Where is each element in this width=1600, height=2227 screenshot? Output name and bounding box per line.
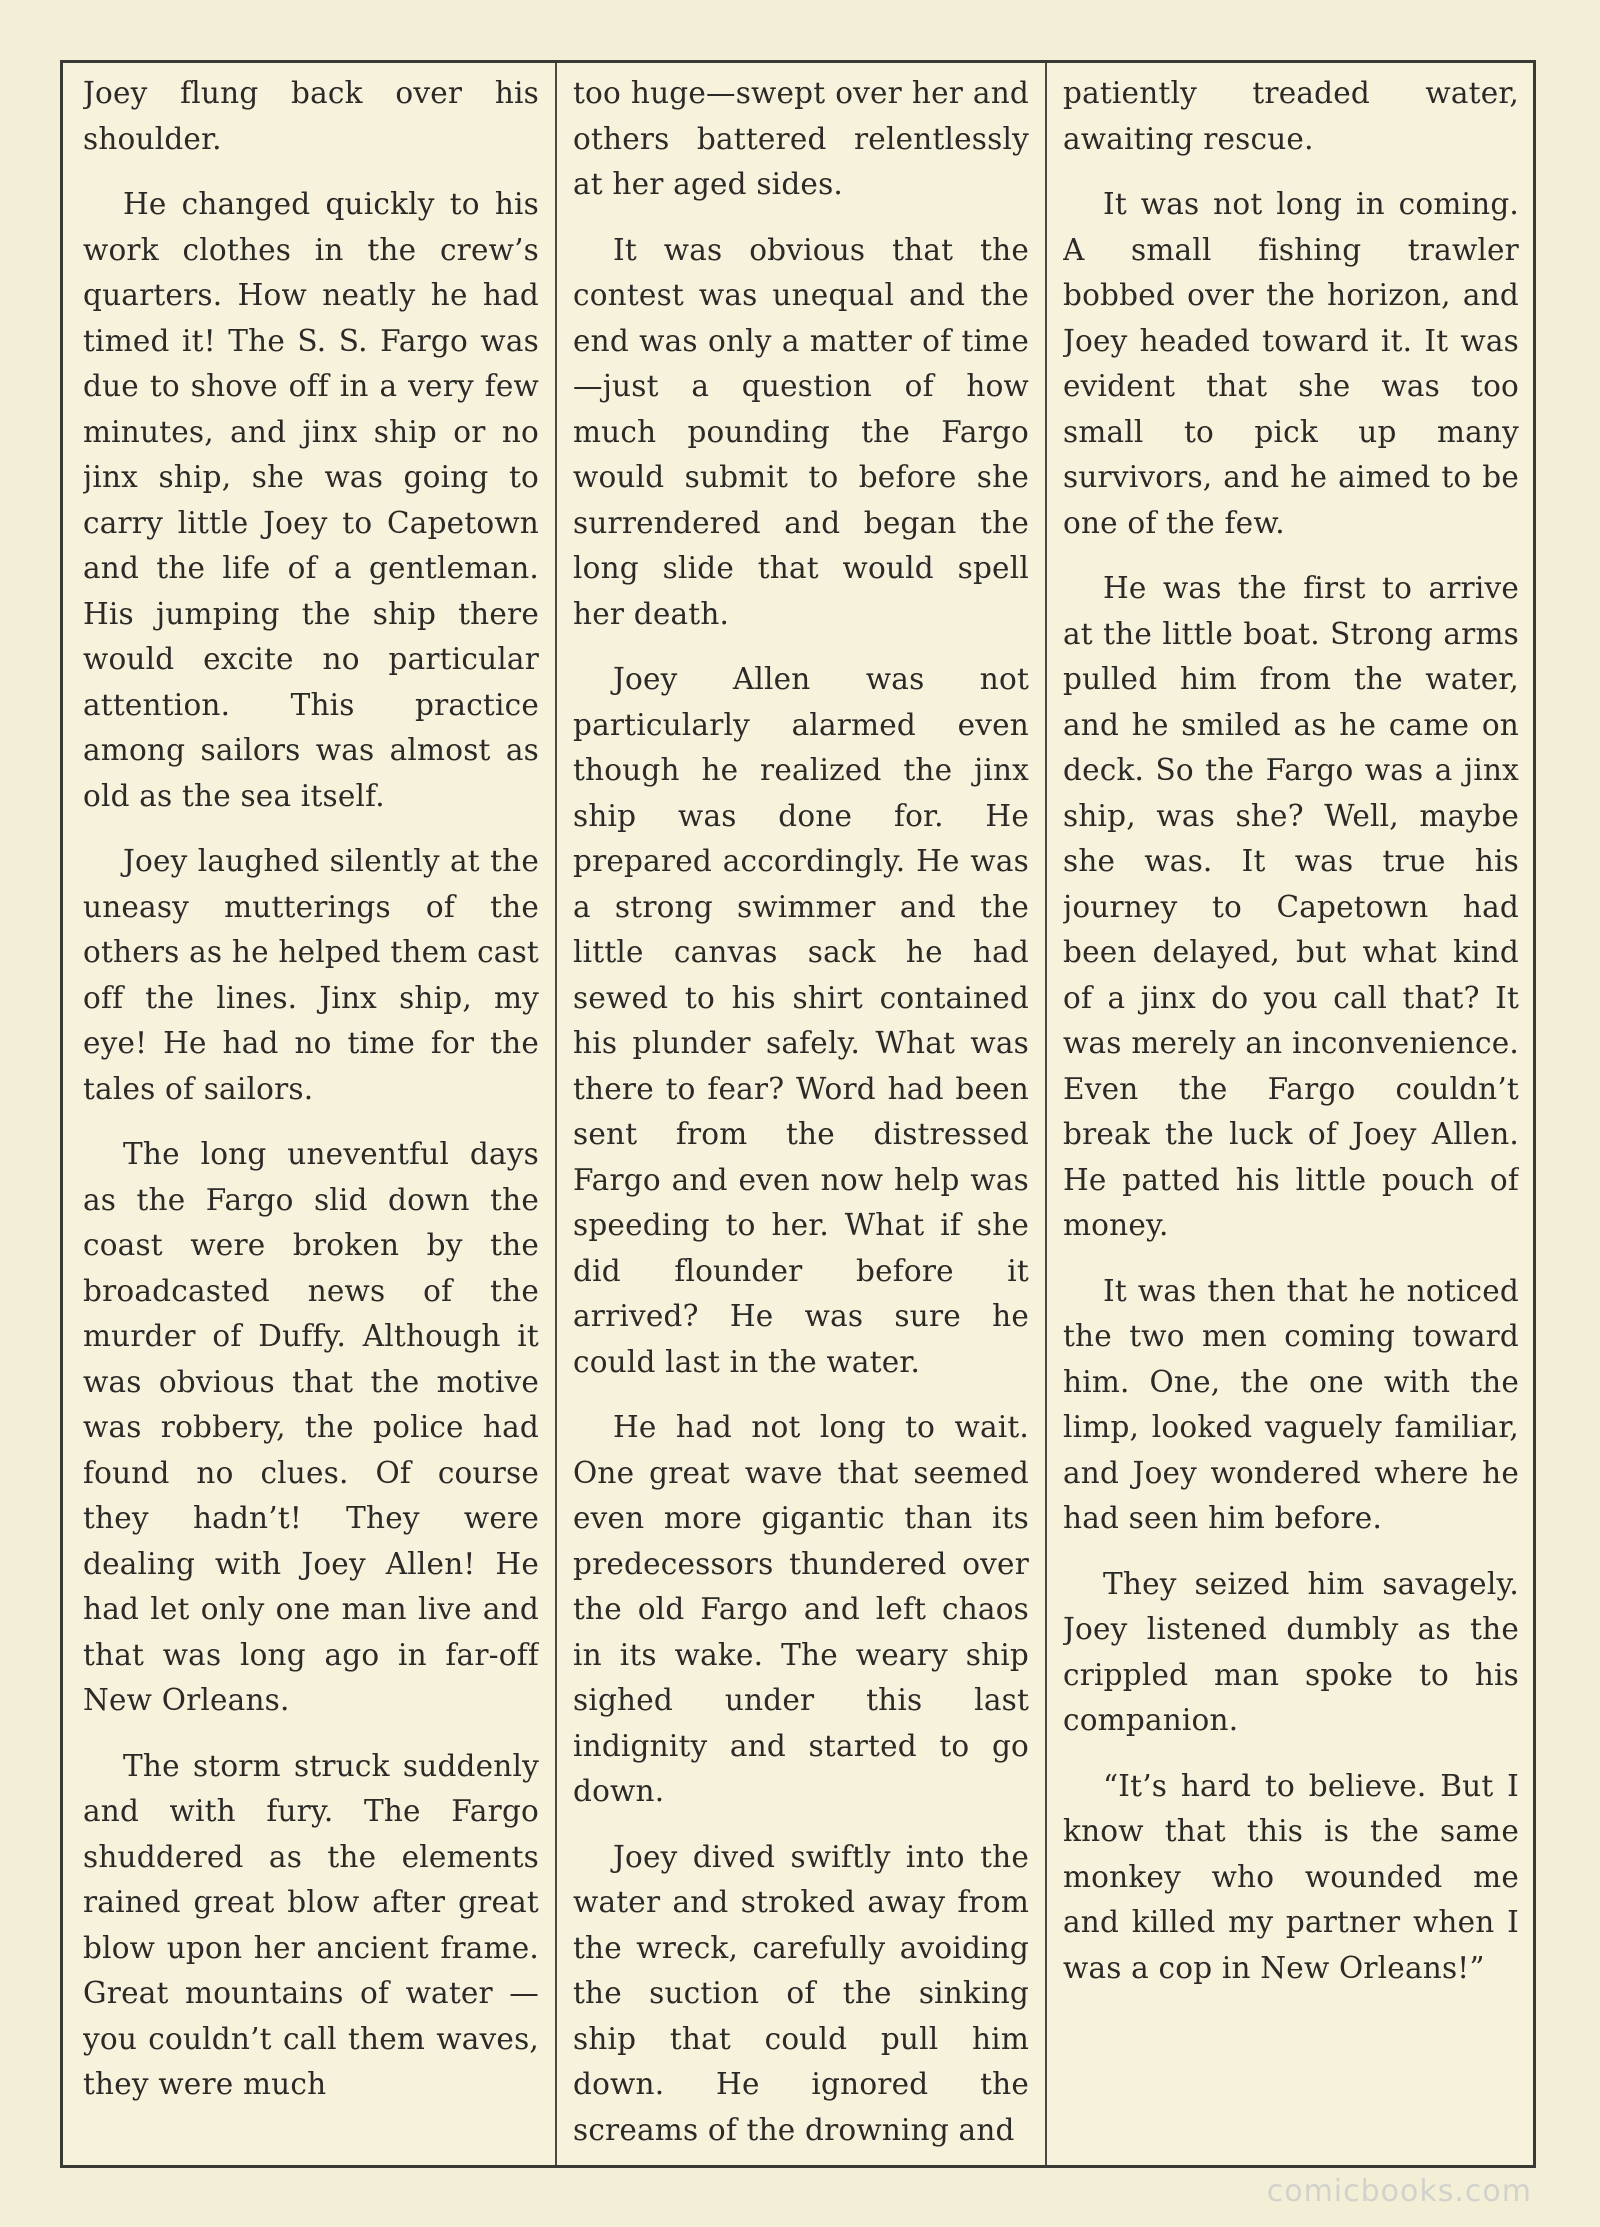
paragraph: Joey flung back over his shoulder.: [83, 76, 539, 156]
text-page-frame: [60, 60, 1536, 2168]
column-divider: [1045, 63, 1047, 2165]
paragraph: They seized him savagely. Joey listened dumbly as the crippled man spoke to his companion.: [1063, 1566, 1519, 1737]
paragraph: The storm struck suddenly and with fury. The Fargo shuddered as the elements rained great blow after great blow upon her ancient frame. Great mountains of water — you couldn’t call them waves, they were much: [83, 1748, 539, 2101]
text-column-2: [573, 71, 1029, 2156]
paragraph: It was not long in coming. A small fishing trawler bobbed over the horizon, and Joey headed toward it. It was evident that she was too small to pick up many survivors, and he aimed to be one of the few.: [1063, 187, 1519, 540]
paragraph: Joey Allen was not particularly alarmed even though he realized the jinx ship was done for. He prepared accordingly. He was a strong swimmer and the little canvas sack he had sewed to his shirt contained his plunder safely. What was there to fear? Word had been sent from the distressed Fargo and even now help was speeding to her. What if she did flounder before it arrived? He was sure he could last in the water.: [573, 662, 1029, 1379]
paragraph: It was then that he noticed the two men coming toward him. One, the one with the limp, looked vaguely familiar, and Joey wondered where he had seen him before.: [1063, 1273, 1519, 1535]
column-divider: [555, 63, 557, 2165]
paragraph: Joey laughed silently at the uneasy mutterings of the others as he helped them cast off the lines. Jinx ship, my eye! He had no time for the tales of sailors.: [83, 844, 539, 1106]
paragraph: The long uneventful days as the Fargo slid down the coast were broken by the broadcasted news of the murder of Duffy. Although it was obvious that the motive was robbery, the police had found no clues. Of course they hadn’t! They were dealing with Joey Allen! He had let only one man live and that was long ago in far-off New Orleans.: [83, 1137, 539, 1717]
paragraph: patiently treaded water, awaiting rescue.: [1063, 76, 1519, 156]
text-column-3: [1063, 71, 1519, 2156]
paragraph: “It’s hard to believe. But I know that this is the same monkey who wounded me and killed my partner when I was a cop in New Orleans!”: [1063, 1768, 1519, 1985]
paragraph: too huge—swept over her and others battered relentlessly at her aged sides.: [573, 76, 1029, 201]
paragraph: Joey dived swiftly into the water and stroked away from the wreck, carefully avoiding the suction of the sinking ship that could pull him down. He ignored the screams of the drowning and: [573, 1839, 1029, 2147]
text-column-1: [83, 71, 539, 2156]
paragraph: He had not long to wait. One great wave that seemed even more gigantic than its predecessors thundered over the old Fargo and left chaos in its wake. The weary ship sighed under this last indignity and started to go down.: [573, 1410, 1029, 1808]
watermark: comicbooks.com: [1266, 2174, 1532, 2209]
paragraph: It was obvious that the contest was unequal and the end was only a matter of time—just a question of how much pounding the Fargo would submit to before she surrendered and began the long slide that would spell her death.: [573, 232, 1029, 631]
paragraph: He was the first to arrive at the little boat. Strong arms pulled him from the water, and he smiled as he came on deck. So the Fargo was a jinx ship, was she? Well, maybe she was. It was true his journey to Capetown had been delayed, but what kind of a jinx do you call that? It was merely an inconvenience. Even the Fargo couldn’t break the luck of Joey Allen. He patted his little pouch of money.: [1063, 571, 1519, 1242]
paragraph: He changed quickly to his work clothes in the crew’s quarters. How neatly he had timed it! The S. S. Fargo was due to shove off in a very few minutes, and jinx ship or no jinx ship, she was going to carry little Joey to Capetown and the life of a gentleman. His jumping the ship there would excite no particular attention. This practice among sailors was almost as old as the sea itself.: [83, 187, 539, 813]
